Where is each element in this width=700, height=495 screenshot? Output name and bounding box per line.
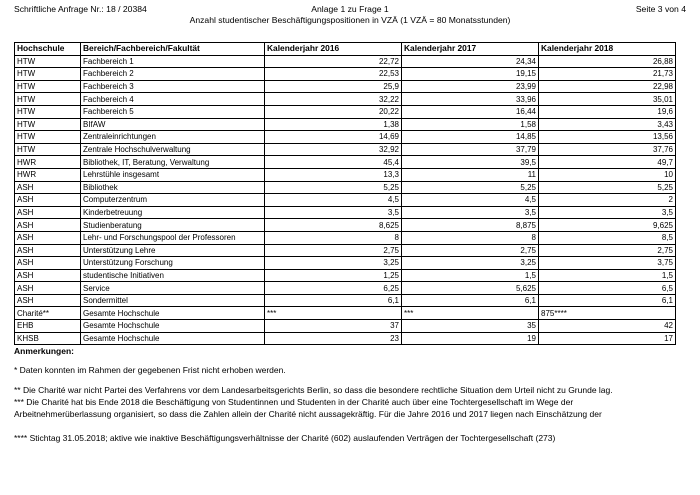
cell-department: Fachbereich 3 bbox=[81, 80, 265, 93]
cell-department: Lehr- und Forschungspool der Professoren bbox=[81, 231, 265, 244]
cell-department: Fachbereich 2 bbox=[81, 68, 265, 81]
employment-table bbox=[14, 42, 676, 345]
cell-department: Unterstützung Lehre bbox=[81, 244, 265, 257]
table-row bbox=[15, 55, 676, 68]
cell-value: 3,43 bbox=[539, 118, 676, 131]
cell-value: 5,625 bbox=[402, 282, 539, 295]
cell-university: KHSB bbox=[15, 332, 81, 345]
table-title: Anzahl studentischer Beschäftigungspositionen in VZÄ (1 VZÄ = 80 Monatsstunden) bbox=[189, 15, 511, 25]
table-header-row bbox=[15, 43, 676, 56]
cell-department: Service bbox=[81, 282, 265, 295]
note-4: **** Stichtag 31.05.2018; aktive wie inaktive Beschäftigungsverhältnisse der Charité (602) auslaufenden Verträgen der Tochtergesellschaft (273) bbox=[14, 433, 556, 443]
cell-value: 6,1 bbox=[539, 294, 676, 307]
column-header: Bereich/Fachbereich/Fakultät bbox=[81, 43, 265, 56]
table-row bbox=[15, 156, 676, 169]
cell-value: 8 bbox=[402, 231, 539, 244]
table-row bbox=[15, 294, 676, 307]
cell-university: ASH bbox=[15, 282, 81, 295]
cell-university: ASH bbox=[15, 294, 81, 307]
column-header: Hochschule bbox=[15, 43, 81, 56]
cell-value: 17 bbox=[539, 332, 676, 345]
cell-value: 8,5 bbox=[539, 231, 676, 244]
cell-value: 22,72 bbox=[265, 55, 402, 68]
cell-value: 20,22 bbox=[265, 105, 402, 118]
cell-university: HTW bbox=[15, 80, 81, 93]
cell-value: 13,56 bbox=[539, 131, 676, 144]
cell-value: 6,5 bbox=[539, 282, 676, 295]
cell-department: Kinderbetreuung bbox=[81, 206, 265, 219]
cell-value: 1,38 bbox=[265, 118, 402, 131]
cell-department: Zentraleinrichtungen bbox=[81, 131, 265, 144]
cell-value: 3,75 bbox=[539, 257, 676, 270]
cell-value: 1,5 bbox=[539, 269, 676, 282]
cell-university: ASH bbox=[15, 244, 81, 257]
notes-title: Anmerkungen: bbox=[14, 346, 74, 356]
table-row bbox=[15, 332, 676, 345]
column-header: Kalenderjahr 2016 bbox=[265, 43, 402, 56]
cell-department: BIfAW bbox=[81, 118, 265, 131]
cell-value: 5,25 bbox=[402, 181, 539, 194]
cell-university: ASH bbox=[15, 219, 81, 232]
cell-value: 19,15 bbox=[402, 68, 539, 81]
cell-value: 35,01 bbox=[539, 93, 676, 106]
note-3b: Arbeitnehmerüberlassung organisiert, so dass die Zahlen allein der Charité nicht aussagekräftig. Für die Jahre 2016 und 2017 liegen nach Einschätzung der bbox=[14, 409, 602, 419]
cell-value: 8,625 bbox=[265, 219, 402, 232]
cell-value: 33,96 bbox=[402, 93, 539, 106]
cell-value: 13,3 bbox=[265, 168, 402, 181]
table-row bbox=[15, 194, 676, 207]
cell-value: 22,98 bbox=[539, 80, 676, 93]
cell-university: EHB bbox=[15, 320, 81, 333]
table-row bbox=[15, 93, 676, 106]
cell-department: Gesamte Hochschule bbox=[81, 320, 265, 333]
cell-value: 24,34 bbox=[402, 55, 539, 68]
table-row bbox=[15, 219, 676, 232]
cell-value: 32,22 bbox=[265, 93, 402, 106]
table-row bbox=[15, 68, 676, 81]
cell-value: 49,7 bbox=[539, 156, 676, 169]
cell-value: 1,25 bbox=[265, 269, 402, 282]
cell-university: Charité** bbox=[15, 307, 81, 320]
cell-value: 23,99 bbox=[402, 80, 539, 93]
cell-university: HWR bbox=[15, 156, 81, 169]
cell-value: 9,625 bbox=[539, 219, 676, 232]
cell-value: 22,53 bbox=[265, 68, 402, 81]
cell-department: Lehrstühle insgesamt bbox=[81, 168, 265, 181]
cell-value: 35 bbox=[402, 320, 539, 333]
column-header: Kalenderjahr 2018 bbox=[539, 43, 676, 56]
document-reference: Schriftliche Anfrage Nr.: 18 / 20384 bbox=[14, 4, 147, 14]
cell-department: Fachbereich 4 bbox=[81, 93, 265, 106]
cell-university: ASH bbox=[15, 181, 81, 194]
column-header: Kalenderjahr 2017 bbox=[402, 43, 539, 56]
cell-value: *** bbox=[402, 307, 539, 320]
cell-value: 14,85 bbox=[402, 131, 539, 144]
cell-value: 19 bbox=[402, 332, 539, 345]
note-1: * Daten konnten im Rahmen der gegebenen Frist nicht erhoben werden. bbox=[14, 365, 286, 375]
cell-department: Unterstützung Forschung bbox=[81, 257, 265, 270]
cell-value: 37,79 bbox=[402, 143, 539, 156]
cell-university: HTW bbox=[15, 143, 81, 156]
table-row bbox=[15, 269, 676, 282]
cell-value: 5,25 bbox=[539, 181, 676, 194]
cell-university: ASH bbox=[15, 269, 81, 282]
cell-university: HTW bbox=[15, 118, 81, 131]
cell-value: 1,58 bbox=[402, 118, 539, 131]
cell-value: 6,1 bbox=[265, 294, 402, 307]
cell-value: 10 bbox=[539, 168, 676, 181]
cell-value: 875**** bbox=[539, 307, 676, 320]
cell-value: 45,4 bbox=[265, 156, 402, 169]
cell-value: 39,5 bbox=[402, 156, 539, 169]
cell-value: 4,5 bbox=[265, 194, 402, 207]
cell-value: 2,75 bbox=[265, 244, 402, 257]
table-row bbox=[15, 307, 676, 320]
cell-university: HTW bbox=[15, 93, 81, 106]
cell-value: *** bbox=[265, 307, 402, 320]
table-row bbox=[15, 282, 676, 295]
page-number: Seite 3 von 4 bbox=[635, 4, 686, 14]
table-row bbox=[15, 168, 676, 181]
cell-value: 3,5 bbox=[402, 206, 539, 219]
cell-value: 3,5 bbox=[265, 206, 402, 219]
cell-value: 16,44 bbox=[402, 105, 539, 118]
cell-department: Zentrale Hochschulverwaltung bbox=[81, 143, 265, 156]
cell-department: Gesamte Hochschule bbox=[81, 332, 265, 345]
cell-value: 3,5 bbox=[539, 206, 676, 219]
cell-department: Bibliothek, IT, Beratung, Verwaltung bbox=[81, 156, 265, 169]
table-row bbox=[15, 231, 676, 244]
note-2: ** Die Charité war nicht Partei des Verfahrens vor dem Landesarbeitsgerichts Berlin, so dass die besondere rechtliche Situation dem Urteil nicht zu Grunde lag. bbox=[14, 385, 613, 395]
cell-university: ASH bbox=[15, 194, 81, 207]
cell-value: 8 bbox=[265, 231, 402, 244]
table-row bbox=[15, 143, 676, 156]
cell-department: Computerzentrum bbox=[81, 194, 265, 207]
note-3a: *** Die Charité hat bis Ende 2018 die Beschäftigung von Studentinnen und Studenten in der Charité auch über eine Tochtergesellschaft im Wege der bbox=[14, 397, 574, 407]
cell-value: 3,25 bbox=[265, 257, 402, 270]
attachment-label: Anlage 1 zu Frage 1 bbox=[311, 4, 389, 14]
cell-value: 1,5 bbox=[402, 269, 539, 282]
cell-value: 8,875 bbox=[402, 219, 539, 232]
table-row bbox=[15, 181, 676, 194]
table-row bbox=[15, 80, 676, 93]
cell-value: 25,9 bbox=[265, 80, 402, 93]
cell-department: Fachbereich 1 bbox=[81, 55, 265, 68]
table-row bbox=[15, 131, 676, 144]
cell-value: 2,75 bbox=[539, 244, 676, 257]
cell-value: 6,25 bbox=[265, 282, 402, 295]
cell-value: 4,5 bbox=[402, 194, 539, 207]
cell-department: Gesamte Hochschule bbox=[81, 307, 265, 320]
cell-department: Bibliothek bbox=[81, 181, 265, 194]
table-row bbox=[15, 206, 676, 219]
cell-department: Sondermittel bbox=[81, 294, 265, 307]
cell-department: Studienberatung bbox=[81, 219, 265, 232]
cell-value: 19,6 bbox=[539, 105, 676, 118]
cell-university: HTW bbox=[15, 131, 81, 144]
cell-department: studentische Initiativen bbox=[81, 269, 265, 282]
cell-value: 37,76 bbox=[539, 143, 676, 156]
cell-value: 6,1 bbox=[402, 294, 539, 307]
cell-value: 14,69 bbox=[265, 131, 402, 144]
table-row bbox=[15, 118, 676, 131]
cell-value: 21,73 bbox=[539, 68, 676, 81]
table-row bbox=[15, 105, 676, 118]
cell-university: ASH bbox=[15, 231, 81, 244]
notes-section bbox=[14, 346, 684, 444]
table-row bbox=[15, 244, 676, 257]
cell-department: Fachbereich 5 bbox=[81, 105, 265, 118]
cell-value: 32,92 bbox=[265, 143, 402, 156]
cell-value: 11 bbox=[402, 168, 539, 181]
cell-value: 37 bbox=[265, 320, 402, 333]
table-row bbox=[15, 257, 676, 270]
cell-value: 2,75 bbox=[402, 244, 539, 257]
cell-university: HTW bbox=[15, 105, 81, 118]
cell-university: HTW bbox=[15, 68, 81, 81]
cell-value: 3,25 bbox=[402, 257, 539, 270]
cell-value: 23 bbox=[265, 332, 402, 345]
cell-value: 2 bbox=[539, 194, 676, 207]
table-row bbox=[15, 320, 676, 333]
cell-value: 26,88 bbox=[539, 55, 676, 68]
cell-university: HTW bbox=[15, 55, 81, 68]
cell-university: ASH bbox=[15, 257, 81, 270]
cell-university: ASH bbox=[15, 206, 81, 219]
cell-value: 42 bbox=[539, 320, 676, 333]
cell-value: 5,25 bbox=[265, 181, 402, 194]
cell-university: HWR bbox=[15, 168, 81, 181]
